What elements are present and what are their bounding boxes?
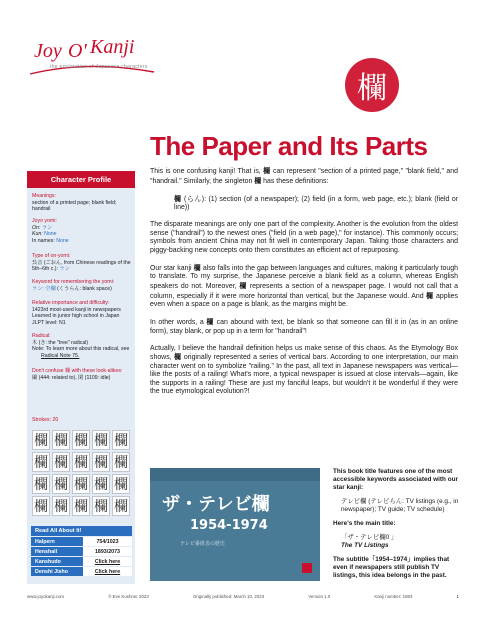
importance-section <box>32 300 132 326</box>
featured-kanji-badge: 欄 <box>345 58 399 112</box>
stroke-frame: 欄 <box>112 452 130 472</box>
read-all-about-it-title: Read All About It! <box>31 526 132 536</box>
inline-kanji: 欄 <box>206 317 215 327</box>
meanings-section <box>32 193 132 213</box>
table-row <box>31 566 132 576</box>
ref-value: 1893/2073 <box>83 547 132 556</box>
stroke-frame: 欄 <box>52 430 70 450</box>
inline-kanji: 欄 <box>174 193 182 203</box>
keyword-label: Keyword for remembering the yomi: <box>32 279 115 285</box>
inline-kanji: 欄 <box>263 166 271 175</box>
footer-published: Originally published: March 10, 2023 <box>192 594 265 599</box>
stroke-frame: 欄 <box>112 496 130 516</box>
ref-value: 754/1023 <box>83 537 132 546</box>
book-term: テレビ欄 (テレビらん: TV listings (e.g., in newspaper); TV guide; TV schedule) <box>341 498 459 513</box>
stroke-frame: 欄 <box>92 430 110 450</box>
inline-kanji: 欄 <box>239 280 248 290</box>
footer-copyright: © Eve Kushner 2023 <box>108 594 149 599</box>
footer-site-link[interactable]: www.joyokanji.com <box>27 594 65 599</box>
table-row <box>31 536 132 546</box>
radical-note-link[interactable]: Radical Note 75. <box>41 352 80 359</box>
on-value: ラン <box>41 224 53 231</box>
stroke-frame: 欄 <box>92 474 110 494</box>
meanings-value: section of a printed page; blank field; handrail <box>32 199 117 213</box>
radical-value: 木 (き: the "tree" radical) <box>32 339 89 346</box>
stroke-order-grid <box>32 430 132 518</box>
logo-tagline: the exploration of Japanese characters <box>50 64 148 70</box>
strokes-label: Strokes: 20 <box>32 417 59 423</box>
book-main-title-label: Here's the main title: <box>333 520 396 527</box>
footer-kanji-number: Kanji number: 1893 <box>374 594 413 599</box>
importance-school: Learned in junior high school in Japan <box>32 313 120 320</box>
stroke-frame: 欄 <box>72 430 90 450</box>
ref-name: Halpern <box>31 537 83 546</box>
cover-title: ザ・テレビ欄 <box>162 494 270 515</box>
kun-label: Kun: <box>32 231 43 238</box>
paragraph: Actually, I believe the handrail definition helps us make sense of this chaos. As the Etymology Box shows, 欄 originally represented a series of vertical bars. According to one interpretation, our main character went on to symbolize "railing." In the past, all text in Japanese newspapers was vertical—like the posts of a railing! What's more, a typical newspaper is issued at close intervals—again, like the supports in a railing! These are just my fanciful leaps, but wouldn't it be wonderful if they were the true etymological evolution?! <box>150 344 459 396</box>
paragraph: In other words, a 欄 can abound with text, be blank so that someone can fill it in (as in an online form), stay blank, or pop up in a term for "handrail"! <box>150 317 458 335</box>
stroke-frame: 欄 <box>32 496 50 516</box>
stroke-frame: 欄 <box>52 496 70 516</box>
lookalikes-section <box>32 368 132 381</box>
book-en-title: The TV Listings <box>341 542 389 549</box>
in-names-value: None <box>56 237 69 244</box>
read-all-about-it-table <box>31 526 132 576</box>
stroke-frame: 欄 <box>32 430 50 450</box>
definition-block: 欄 (らん): (1) section (of a newspaper); (2) field (in a form, web page, etc.); blank (field or line)) <box>174 193 459 212</box>
footer-page-number: 1 <box>456 594 459 599</box>
stroke-frame: 欄 <box>92 452 110 472</box>
importance-label: Relative importance and difficulty: <box>32 300 110 306</box>
book-jp-title: 「ザ・テレビ欄0 」 <box>341 534 398 541</box>
character-profile-sidebar <box>27 171 135 584</box>
page-footer <box>27 594 459 599</box>
denshi-jisho-link[interactable]: Click here <box>83 567 132 576</box>
strokes-label-block <box>32 417 132 424</box>
stroke-frame: 欄 <box>52 452 70 472</box>
inline-kanji: 欄 <box>174 352 182 362</box>
lookalikes-value: 闌 (444: related to), 閑 (1109: idle) <box>32 374 111 381</box>
onyomi-type-section <box>32 253 132 273</box>
logo-o-text: O' <box>68 40 87 62</box>
onyomi-type-label: Type of on-yomi: <box>32 253 71 259</box>
inline-kanji: 欄 <box>426 290 434 300</box>
joy-o-kanji-logo[interactable] <box>20 24 160 94</box>
stroke-frame: 欄 <box>52 474 70 494</box>
in-names-label: In names: <box>32 237 55 244</box>
logo-joy-text: Joy <box>34 40 62 62</box>
kanshudo-link[interactable]: Click here <box>83 557 132 566</box>
onyomi-type-text: 呉音 (ごおん, from Chinese readings of the 5th–6th c.): <box>32 259 131 273</box>
stroke-frame: 欄 <box>72 496 90 516</box>
cover-subtitle: テレビ番組表の歴史 <box>180 541 225 547</box>
table-row <box>31 556 132 566</box>
footer-version: Version 1.0 <box>308 594 331 599</box>
keyword-value: ラン: 空欄 <box>32 285 56 292</box>
radical-note: Note: To learn more about this radical, see <box>32 346 130 353</box>
page-title: The Paper and Its Parts <box>150 131 428 161</box>
paragraph: Our star kanji 欄 also falls into the gap between languages and cultures, making it particularly tough to translate. To my surprise, the Japanese perceive a blank field as a column, whereas English speakers do not. Moreover, 欄 represents a section of a newspaper page. I would not call that a column, especially if it were more horizontal than vertical, but the Japanese would. And 欄 applies even when a space on a page is blank, as the margins might be. <box>150 262 459 309</box>
character-profile-title: Character Profile <box>27 171 135 188</box>
importance-jlpt: JLPT level: N1 <box>32 319 66 326</box>
keyword-gloss: (くうらん: blank space) <box>57 285 112 292</box>
kun-value: None <box>44 231 57 238</box>
radical-label: Radical: <box>32 333 51 339</box>
stroke-frame: 欄 <box>72 452 90 472</box>
book-intro: This book title features one of the most accessible keywords associated with our star kanji: <box>333 468 459 491</box>
meanings-label: Meanings: <box>32 193 56 199</box>
inline-kanji: 欄 <box>254 175 262 185</box>
stroke-frame: 欄 <box>112 430 130 450</box>
stroke-frame: 欄 <box>112 474 130 494</box>
paragraph: The disparate meanings are only one part of the complexity. Another is the evolution from the oldest sense ("handrail") to the newest ones ("field (in a web page)," for instance). This commonly occurs; symbols from ancient China may not fit well in contemporary Japan. Taking those characters and piggy-backing new concepts onto them constitutes an efficient act of repurposing. <box>150 221 458 254</box>
lookalikes-label: Don't confuse 欄 with these look-alikes: <box>32 368 123 374</box>
stroke-frame: 欄 <box>32 474 50 494</box>
stroke-frame: 欄 <box>72 474 90 494</box>
article-body <box>150 167 458 405</box>
book-cover-image <box>150 468 320 581</box>
book-subtitle-note: The subtitle「1954–1974」implies that even if newspapers still publish TV listings, this idea belongs in the past. <box>333 556 450 579</box>
onyomi-type-value: ラン <box>59 266 70 273</box>
on-label: On: <box>32 224 41 231</box>
ref-name: Kanshudo <box>31 557 83 566</box>
importance-frequency: 1423rd most-used kanji in newspapers <box>32 306 121 313</box>
book-description <box>333 468 459 586</box>
ref-name: Henshall <box>31 547 83 556</box>
logo-kanji-text: Kanji <box>90 36 135 58</box>
radical-section <box>32 333 132 359</box>
cover-publisher-mark-icon <box>302 563 312 573</box>
book-title-block <box>333 534 459 550</box>
ref-name: Denshi Jisho <box>31 567 83 576</box>
table-row <box>31 546 132 556</box>
paragraph: This is one confusing kanji! That is, 欄 can represent "section of a printed page," "blank field," and "handrail." Similarly, the singleton 欄 has these definitions: <box>150 166 459 185</box>
cover-years: 1954-1974 <box>190 518 268 533</box>
joyo-yomi-label: Joyo yomi: <box>32 218 57 224</box>
stroke-frame: 欄 <box>32 452 50 472</box>
joyo-yomi-section <box>32 218 132 244</box>
keyword-section <box>32 279 132 292</box>
inline-kanji: 欄 <box>193 262 201 272</box>
stroke-frame: 欄 <box>92 496 110 516</box>
